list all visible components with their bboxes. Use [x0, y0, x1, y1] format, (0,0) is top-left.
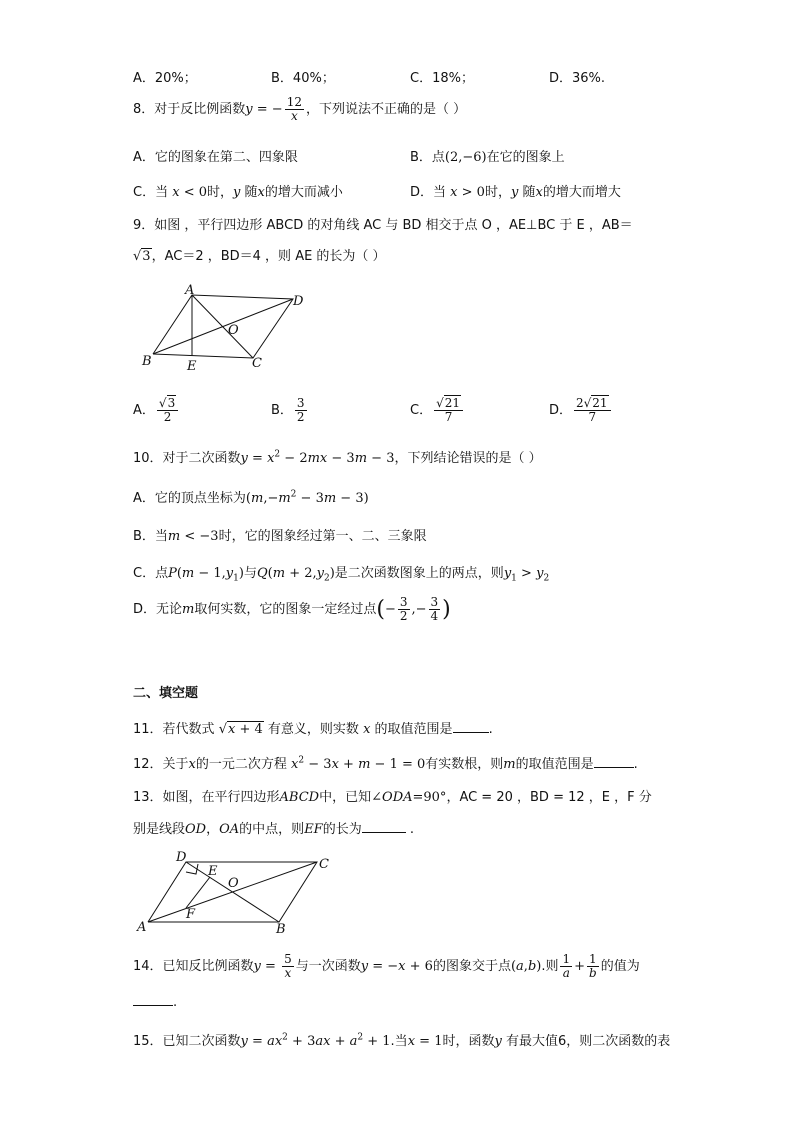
q9-label-b: B: [142, 354, 152, 369]
q13-stem-line2: 别是线段OD，OA的中点，则EF的长为 .: [133, 822, 414, 837]
q10-option-d: D．无论m取何实数，它的图象一定经过点(− $\frac{3}{2}$ ,− $\frac{3}{4}$ ): [133, 595, 451, 624]
q13-label-b: B: [276, 922, 286, 935]
q9-option-c: C． $\frac{√21}{7}$: [410, 397, 465, 424]
q10-option-b: B．当m < −3时，它的图象经过第一、二、三象限: [133, 529, 427, 544]
q13-label-c: C: [319, 857, 329, 872]
section-2-title: 二、填空题: [133, 686, 199, 701]
q9-option-d: D． $\frac{2√21}{7}$: [549, 397, 613, 424]
q8-fraction: $\frac{12}{x}$: [286, 95, 302, 124]
question-15: 15．已知二次函数$y = ax^2 + 3ax + a^2 + 1$.当x = 1时，函数y 有最大值6，则二次函数的表: [133, 1032, 671, 1049]
q13-label-e: E: [208, 864, 218, 879]
q9-label-o: O: [228, 323, 239, 338]
q9-label-d: D: [293, 294, 304, 309]
q10-option-c: C．点$P(m - 1,y_1)$与$Q(m + 2,y_2)$是二次函数图象上的两点，则$y_1 > y_2$: [133, 566, 550, 584]
question-11: 11．若代数式 √x + 4 有意义，则实数 x 的取值范围是 .: [133, 722, 493, 737]
q14-answer-line: .: [133, 995, 177, 1010]
q9-option-b: B． $\frac{3}{2}$: [271, 396, 305, 425]
question-8: 8．对于反比例函数y = − $\frac{12}{x}$ ，下列说法不正确的是（ ）: [133, 95, 467, 124]
q10-stem: 10．对于二次函数$y = x^2 - 2mx - 3m - 3$，下列结论错误的是（ ）: [133, 449, 542, 466]
q13-label-d: D: [176, 850, 187, 865]
q7-option-d: D．36%.: [549, 71, 606, 86]
q13-parallelogram-figure: [133, 850, 338, 935]
q10-option-a: A．它的顶点坐标为$(m,-m^2 - 3m - 3)$: [133, 489, 369, 506]
q13-label-o: O: [228, 876, 239, 891]
q7-option-c: C．18%；: [410, 71, 474, 86]
q8-option-d: D．当 x > 0时，y 随x的增大而增大: [410, 185, 621, 200]
q7-option-a: A．20%；: [133, 71, 197, 86]
q13-stem-line1: 13．如图，在平行四边形ABCD中，已知∠ODA=90°，AC = 20 ，BD = 12 ，E ，F 分: [133, 790, 652, 805]
q8-stem: 8．对于反比例函数: [133, 102, 246, 118]
q9-label-c: C: [252, 356, 262, 371]
q7-option-b: B．40%；: [271, 71, 335, 86]
q9-label-a: A: [185, 283, 195, 298]
q9-label-e: E: [187, 359, 197, 374]
q8-option-b: B．点(2,−6)在它的图象上: [410, 150, 565, 165]
question-12: 12．关于x的一元二次方程 $x^2 - 3x + m - 1 = 0$有实数根，则m的取值范围是 .: [133, 755, 638, 772]
q9-stem-line1: 9．如图 ，平行四边形 ABCD 的对角线 AC 与 BD 相交于点 O ，AE⊥BC 于 E ，AB＝: [133, 218, 633, 233]
q8-option-c: C．当 x < 0时，y 随x的增大而减小: [133, 185, 343, 200]
q13-label-f: F: [186, 907, 196, 922]
q9-stem-line2: √3，AC＝2 ，BD＝4 ，则 AE 的长为（ ）: [133, 249, 386, 264]
q9-option-a: A． $\frac{√3}{2}$: [133, 397, 180, 424]
q8-option-a: A．它的图象在第二、四象限: [133, 150, 298, 165]
question-14: 14．已知反比例函数y = $\frac{5}{x}$ 与一次函数y = −x + 6的图象交于点(a,b).则 $\frac{1}{a}$ + $\frac{1}{b}$ 的值为: [133, 952, 640, 981]
q9-parallelogram-figure: [140, 283, 315, 375]
q13-label-a: A: [137, 920, 147, 935]
q8-stem-tail: ，下列说法不正确的是（ ）: [305, 102, 467, 118]
